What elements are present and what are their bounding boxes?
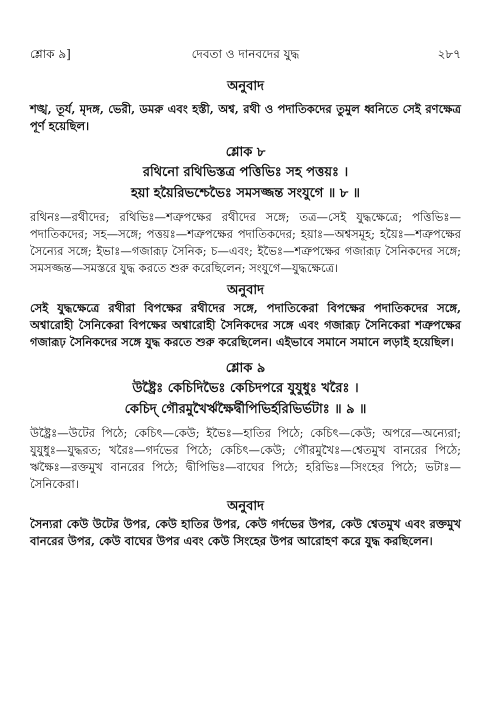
translation-text: শঙ্খ, তূর্য, মৃদঙ্গ, ভেরী, ডমরু এবং হস্তী, অশ্ব, রথী ও পদাতিকদের তুমুল ধ্বনিতে সেই রণক্ষেত্র পূর্ণ হয়েছিল। <box>30 102 461 133</box>
synonyms-text: রথিনঃ—রথীদের; রথিভিঃ—শত্রুপক্ষের রথীদের সঙ্গে; তত্র—সেই যুদ্ধক্ষেত্রে; পত্তিভিঃ—পদাতিকদের; সহ—সঙ্গে; পত্তয়ঃ—শত্রুপক্ষের পদাতিকদের; হয়াঃ—অশ্বসমূহ; হয়ৈঃ—শত্রুপক্ষের সৈন্যের সঙ্গে; ইভাঃ—গজারূঢ় সৈনিক; চ—এবং; ইভৈঃ—শত্রুপক্ষের গজারূঢ় সৈনিকদের সঙ্গে; সমসজ্জন্ত—সমস্তরে যুদ্ধ করতে শুরু করেছিলেন; সংযুগে—যুদ্ধক্ষেত্রে। <box>30 210 461 275</box>
running-header <box>30 46 461 66</box>
header-page-number: ২৮৭ <box>437 47 461 61</box>
translation-text: সেই যুদ্ধক্ষেত্রে রথীরা বিপক্ষের রথীদের সঙ্গে, পদাতিকেরা বিপক্ষের পদাতিকদের সঙ্গে, অশ্বারোহী সৈনিকেরা বিপক্ষের অশ্বারোহী সৈনিকদের সঙ্গে এবং গজারূঢ় সৈনিকেরা শত্রুপক্ষের গজারূঢ় সৈনিকদের সঙ্গে যুদ্ধ করতে শুরু করেছিলেন। এইভাবে সমানে সমানে লড়াই হয়েছিল। <box>30 301 461 349</box>
header-verse-ref: শ্লোক ৯] <box>30 47 71 61</box>
verse-line: হয়া হয়ৈরিভশ্চেভৈঃ সমসজ্জন্ত সংযুগে ॥ ৮ ॥ <box>130 186 361 201</box>
translation-heading: অনুবাদ <box>227 79 264 94</box>
header-chapter-title: দেবতা ও দানবদের যুদ্ধ <box>191 47 300 61</box>
verse-line: রথিনো রথিভিস্তত্র পত্তিভিঃ সহ পত্তয়ঃ । <box>142 165 349 180</box>
translation-heading: অনুবাদ <box>227 499 264 514</box>
translation-heading: অনুবাদ <box>227 283 264 298</box>
verse-heading: শ্লোক ৯ <box>225 361 266 376</box>
verse-heading: শ্লোক ৮ <box>225 145 266 160</box>
page-body <box>30 78 461 550</box>
synonyms-text: উষ্ট্রৈঃ—উটের পিঠে; কেচিৎ—কেউ; ইভৈঃ—হাতির পিঠে; কেচিৎ—কেউ; অপরে—অন্যেরা; যুযুধুঃ—যুদ্ধরত; খরৈঃ—গর্দভের পিঠে; কেচিৎ—কেউ; গৌরমুখৈঃ—শ্বেতমুখ বানরের পিঠে; ঋক্ষৈঃ—রক্তমুখ বানরের পিঠে; দ্বীপিভিঃ—বাঘের পিঠে; হরিভিঃ—সিংহের পিঠে; ভটাঃ—সৈনিকেরা। <box>30 426 461 491</box>
verse-line: কেচিদ্ গৌরমুখৈর্ঋক্ষৈর্দ্বীপিভির্হরিভির্ভটাঃ ॥ ৯ ॥ <box>124 402 367 417</box>
verse-line: উষ্ট্রৈঃ কেচিদিভৈঃ কেচিদপরে যুযুধুঃ খরৈঃ । <box>132 381 359 396</box>
translation-text: সৈন্যরা কেউ উটের উপর, কেউ হাতির উপর, কেউ গর্দভের উপর, কেউ শ্বেতমুখ এবং রক্তমুখ বানরের উপর, কেউ বাঘের উপর এবং কেউ সিংহের উপর আরোহণ করে যুদ্ধ করছিলেন। <box>30 517 461 548</box>
